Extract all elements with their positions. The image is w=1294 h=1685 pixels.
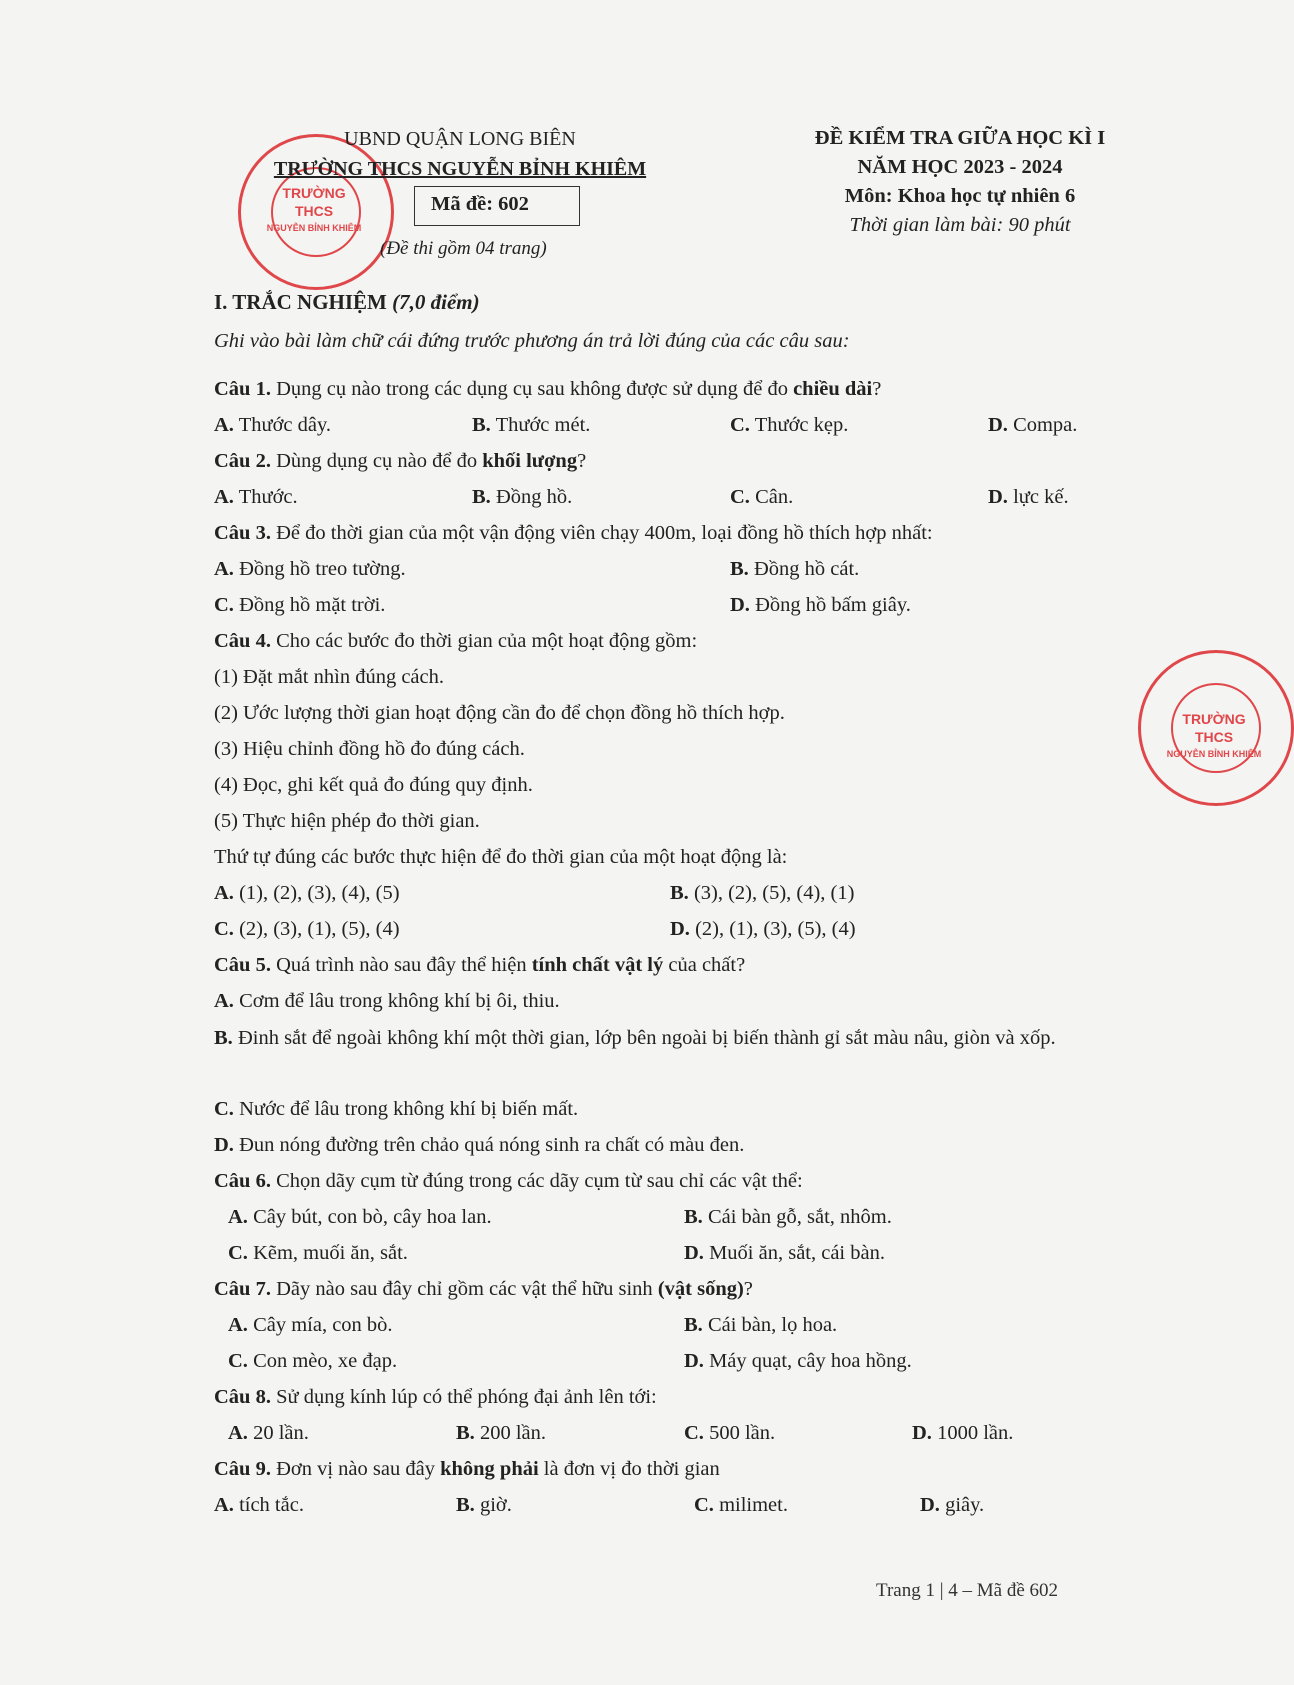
option-d <box>670 918 856 941</box>
question-label: Câu 4. <box>214 630 271 652</box>
section-instruction: Ghi vào bài làm chữ cái đứng trước phương án trả lời đúng của các câu sau: <box>214 330 850 352</box>
question-label: Câu 6. <box>214 1170 271 1192</box>
option-b <box>472 486 572 509</box>
option-b <box>214 1021 1134 1056</box>
option-letter: C. <box>228 1242 248 1264</box>
option-letter: C. <box>694 1494 714 1516</box>
question-label: Câu 2. <box>214 450 271 472</box>
option-letter: C. <box>214 1098 234 1120</box>
option-text: Thước mét. <box>495 414 591 436</box>
option-letter: D. <box>912 1422 932 1444</box>
option-letter: C. <box>228 1350 248 1372</box>
school-name: TRƯỜNG THCS NGUYỄN BỈNH KHIÊM <box>273 158 647 180</box>
option-text: Đồng hồ cát. <box>753 558 860 580</box>
option-text: (3), (2), (5), (4), (1) <box>693 882 855 904</box>
option-text: 20 lần. <box>253 1422 309 1444</box>
question-keyword: không phải <box>440 1458 539 1480</box>
stamp-edge-line3: NGUYỄN BỈNH KHIÊM <box>1166 749 1262 759</box>
header-left <box>240 124 680 184</box>
option-a <box>228 1314 393 1337</box>
option-letter: A. <box>214 882 234 904</box>
option-c <box>214 1098 578 1121</box>
duration: Thời gian làm bài: 90 phút <box>849 214 1071 236</box>
option-letter: D. <box>988 414 1008 436</box>
question-keyword: tính chất vật lý <box>531 954 664 976</box>
option-a <box>214 558 406 581</box>
option-d <box>988 414 1077 437</box>
option-text: Thước dây. <box>238 414 332 436</box>
option-letter: C. <box>730 414 750 436</box>
option-letter: A. <box>228 1422 248 1444</box>
option-letter: A. <box>214 1494 234 1516</box>
question-label: Câu 7. <box>214 1278 271 1300</box>
option-d <box>214 1134 744 1157</box>
question-text: Dụng cụ nào trong các dụng cụ sau không được sử dụng để đo <box>270 378 794 400</box>
option-letter: A. <box>214 414 234 436</box>
stamp-line2: THCS <box>294 203 334 219</box>
stamp-line3: NGUYỄN BỈNH KHIÊM <box>266 223 362 233</box>
school-stamp-edge-inner-ring <box>1171 683 1261 773</box>
option-text: 1000 lần. <box>937 1422 1014 1444</box>
option-text: Cây mía, con bò. <box>253 1314 393 1336</box>
option-text: 500 lần. <box>709 1422 776 1444</box>
stamp-edge-line2: THCS <box>1194 729 1234 745</box>
option-letter: B. <box>456 1494 475 1516</box>
option-text: Đun nóng đường trên chảo quá nóng sinh ra chất có màu đen. <box>239 1134 745 1156</box>
question-label: Câu 3. <box>214 522 271 544</box>
question-keyword: khối lượng <box>482 450 578 472</box>
question-text-end: của chất? <box>663 954 746 976</box>
question-label: Câu 9. <box>214 1458 271 1480</box>
option-text: tích tắc. <box>239 1494 304 1516</box>
option-letter: D. <box>920 1494 940 1516</box>
option-text: Cây bút, con bò, cây hoa lan. <box>253 1206 492 1228</box>
option-letter: C. <box>214 918 234 940</box>
question-text: Dãy nào sau đây chỉ gồm các vật thể hữu sinh <box>270 1278 658 1300</box>
question-text: Để đo thời gian của một vận động viên chạy 400m, loại đồng hồ thích hợp nhất: <box>270 522 933 544</box>
option-text: Kẽm, muối ăn, sắt. <box>253 1242 408 1264</box>
option-a <box>228 1422 309 1445</box>
option-text: Đồng hồ bấm giây. <box>755 594 911 616</box>
step-4: (4) Đọc, ghi kết quả đo đúng quy định. <box>214 774 533 796</box>
page-footer: Trang 1 | 4 – Mã đề 602 <box>876 1580 1059 1601</box>
option-c <box>684 1422 775 1445</box>
option-b <box>684 1314 837 1337</box>
option-c <box>214 594 385 617</box>
option-d <box>684 1350 912 1373</box>
option-a <box>214 1494 304 1517</box>
school-year: NĂM HỌC 2023 - 2024 <box>857 156 1063 178</box>
question-4-prompt: Thứ tự đúng các bước thực hiện để đo thời gian của một hoạt động là: <box>214 846 788 868</box>
question-text: Dùng dụng cụ nào để đo <box>270 450 483 472</box>
step-1: (1) Đặt mắt nhìn đúng cách. <box>214 666 444 688</box>
option-text: Cái bàn, lọ hoa. <box>707 1314 838 1336</box>
option-letter: B. <box>472 486 491 508</box>
stamp-edge-line1: TRƯỜNG <box>1182 711 1246 727</box>
option-d <box>988 486 1069 509</box>
question-text-end: ? <box>743 1278 753 1300</box>
option-b <box>684 1206 892 1229</box>
option-text: Cái bàn gỗ, sắt, nhôm. <box>707 1206 892 1228</box>
question-2 <box>214 450 586 473</box>
option-b <box>456 1422 546 1445</box>
option-c <box>730 486 793 509</box>
option-letter: A. <box>228 1206 248 1228</box>
question-keyword: chiều dài <box>793 378 873 400</box>
option-text: Thước kẹp. <box>754 414 849 436</box>
header-right <box>770 124 1150 240</box>
option-a <box>214 882 400 905</box>
option-c <box>228 1350 397 1373</box>
option-text: Nước để lâu trong không khí bị biến mất. <box>239 1098 579 1120</box>
option-letter: D. <box>684 1350 704 1372</box>
stamp-line1: TRƯỜNG <box>282 185 346 201</box>
question-text: Sử dụng kính lúp có thể phóng đại ảnh lên tới: <box>270 1386 657 1408</box>
option-d <box>920 1494 984 1517</box>
exam-title: ĐỀ KIỂM TRA GIỮA HỌC KÌ I <box>814 127 1106 149</box>
option-text: Máy quạt, cây hoa hồng. <box>709 1350 912 1372</box>
question-text: Cho các bước đo thời gian của một hoạt động gồm: <box>270 630 698 652</box>
option-text: (2), (3), (1), (5), (4) <box>239 918 400 940</box>
option-letter: A. <box>214 558 234 580</box>
option-text: Đồng hồ. <box>495 486 573 508</box>
option-letter: B. <box>684 1314 703 1336</box>
option-letter: A. <box>214 486 234 508</box>
option-a <box>214 486 298 509</box>
option-text: milimet. <box>719 1494 788 1516</box>
option-text: lực kế. <box>1013 486 1069 508</box>
question-6 <box>214 1170 803 1193</box>
option-text: Đồng hồ mặt trời. <box>239 594 386 616</box>
option-c <box>694 1494 788 1517</box>
option-text: Thước. <box>238 486 298 508</box>
option-text: Cơm để lâu trong không khí bị ôi, thiu. <box>239 990 560 1012</box>
question-5 <box>214 954 745 977</box>
question-text-end: là đơn vị đo thời gian <box>538 1458 720 1480</box>
option-letter: D. <box>730 594 750 616</box>
option-letter: C. <box>214 594 234 616</box>
question-text-end: ? <box>872 378 882 400</box>
section-points: (7,0 điểm) <box>392 290 480 314</box>
question-text: Quá trình nào sau đây thể hiện <box>270 954 532 976</box>
option-text: giây. <box>945 1494 985 1516</box>
option-a <box>228 1206 492 1229</box>
pages-note: (Đề thi gồm 04 trang) <box>380 238 547 259</box>
option-text: Compa. <box>1013 414 1078 436</box>
exam-code-box: Mã đề: 602 <box>414 186 580 226</box>
question-text: Đơn vị nào sau đây <box>270 1458 441 1480</box>
question-3 <box>214 522 933 545</box>
option-letter: D. <box>670 918 690 940</box>
question-label: Câu 8. <box>214 1386 271 1408</box>
question-8 <box>214 1386 657 1409</box>
option-text: Cân. <box>755 486 794 508</box>
option-letter: B. <box>456 1422 475 1444</box>
section-title-text: I. TRẮC NGHIỆM <box>214 290 387 314</box>
option-text: Đinh sắt để ngoài không khí một thời gian, lớp bên ngoài bị biến thành gỉ sắt màu nâu, giòn và xốp. <box>237 1027 1056 1049</box>
option-c <box>730 414 848 437</box>
question-text-end: ? <box>577 450 587 472</box>
option-letter: B. <box>472 414 491 436</box>
question-keyword: (vật sống) <box>657 1278 744 1300</box>
step-3: (3) Hiệu chỉnh đồng hồ đo đúng cách. <box>214 738 525 760</box>
option-text: Con mèo, xe đạp. <box>253 1350 398 1372</box>
option-text: Muối ăn, sắt, cái bàn. <box>709 1242 885 1264</box>
option-b <box>456 1494 512 1517</box>
option-text: (2), (1), (3), (5), (4) <box>695 918 856 940</box>
option-c <box>214 918 400 941</box>
option-d <box>730 594 911 617</box>
option-letter: D. <box>684 1242 704 1264</box>
option-b <box>472 414 590 437</box>
question-1 <box>214 378 881 401</box>
question-text: Chọn dãy cụm từ đúng trong các dãy cụm từ sau chỉ các vật thể: <box>270 1170 803 1192</box>
subject: Môn: Khoa học tự nhiên 6 <box>844 185 1076 207</box>
option-a <box>214 414 331 437</box>
option-letter: D. <box>988 486 1008 508</box>
option-text: giờ. <box>479 1494 512 1516</box>
option-b <box>670 882 854 905</box>
step-5: (5) Thực hiện phép đo thời gian. <box>214 810 480 832</box>
question-4 <box>214 630 697 653</box>
option-letter: D. <box>214 1134 234 1156</box>
option-text: (1), (2), (3), (4), (5) <box>239 882 400 904</box>
district-name: UBND QUẬN LONG BIÊN <box>344 128 576 150</box>
option-letter: B. <box>684 1206 703 1228</box>
question-label: Câu 1. <box>214 378 271 400</box>
option-letter: B. <box>670 882 689 904</box>
option-letter: B. <box>214 1027 233 1049</box>
option-letter: C. <box>684 1422 704 1444</box>
section-title <box>214 290 480 315</box>
option-a <box>214 990 560 1013</box>
question-label: Câu 5. <box>214 954 271 976</box>
option-text: Đồng hồ treo tường. <box>239 558 406 580</box>
option-letter: A. <box>214 990 234 1012</box>
school-stamp-edge <box>1138 650 1294 806</box>
option-c <box>228 1242 408 1265</box>
question-7 <box>214 1278 753 1301</box>
option-text: 200 lần. <box>479 1422 546 1444</box>
option-d <box>912 1422 1013 1445</box>
option-b <box>730 558 859 581</box>
option-letter: B. <box>730 558 749 580</box>
option-letter: A. <box>228 1314 248 1336</box>
question-9 <box>214 1458 720 1481</box>
option-d <box>684 1242 885 1265</box>
option-letter: C. <box>730 486 750 508</box>
step-2: (2) Ước lượng thời gian hoạt động cần đo để chọn đồng hồ thích hợp. <box>214 702 785 724</box>
